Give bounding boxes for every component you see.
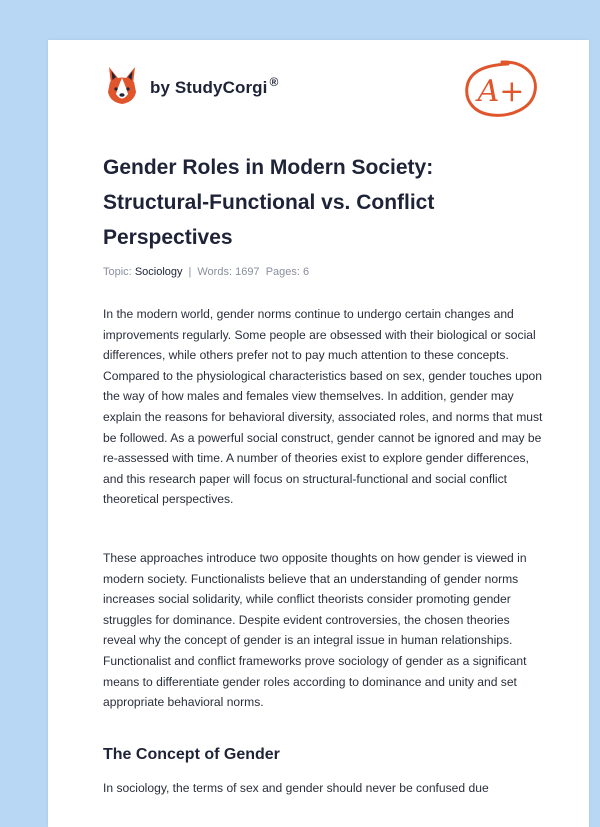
document-title: Gender Roles in Modern Society: Structural-Functional vs. Conflict Perspectives bbox=[103, 156, 435, 249]
words-count: 1697 bbox=[235, 266, 260, 278]
section-paragraph: In sociology, the terms of sex and gender should never be confused due bbox=[103, 781, 489, 795]
brand-header[interactable] bbox=[105, 65, 278, 105]
body-paragraph: In the modern world, gender norms continue to undergo certain changes and improvements regularly. Some people are obsessed with their biological or social differences, while others prefer not to pay much attention to these concepts. Compared to the physiological characteristics based on sex, gender touches upon the way of how males and females view themselves. In addition, gender may explain the reasons for behavioral diversity, associated roles, and norms that must be followed. As a powerful social construct, gender cannot be ignored and may be re-assessed with time. A number of theories exist to explore gender differences, and this research paper will focus on structural-functional and social conflict theoretical perspectives. bbox=[103, 307, 543, 507]
body-paragraph: These approaches introduce two opposite thoughts on how gender is viewed in modern society. Functionalists believe that an understanding of gender norms increases social solidarity, while conflict theorists consider promoting gender struggles for dominance. Despite evident controversies, the chosen theories reveal why the concept of gender is an integral issue in human relationships. Functionalist and conflict frameworks prove sociology of gender as a significant means to differentiate gender roles according to dominance and unity and set appropriate behavioral norms. bbox=[103, 551, 527, 710]
words-label: Words: bbox=[197, 266, 233, 278]
corgi-logo-icon bbox=[105, 65, 139, 105]
grade-badge bbox=[462, 57, 540, 121]
section-heading: The Concept of Gender bbox=[103, 746, 280, 763]
topic-label: Topic: bbox=[103, 266, 132, 278]
grade-text: A+ bbox=[477, 74, 525, 109]
registered-mark: ® bbox=[269, 75, 279, 89]
document-page bbox=[48, 40, 589, 827]
pages-label: Pages: bbox=[265, 266, 300, 278]
pages-count: 6 bbox=[303, 266, 310, 278]
topic-link[interactable]: Sociology bbox=[134, 266, 183, 278]
brand-name: by StudyCorgi ® bbox=[150, 75, 279, 97]
meta-separator: | bbox=[188, 266, 192, 278]
document-meta bbox=[103, 266, 309, 278]
